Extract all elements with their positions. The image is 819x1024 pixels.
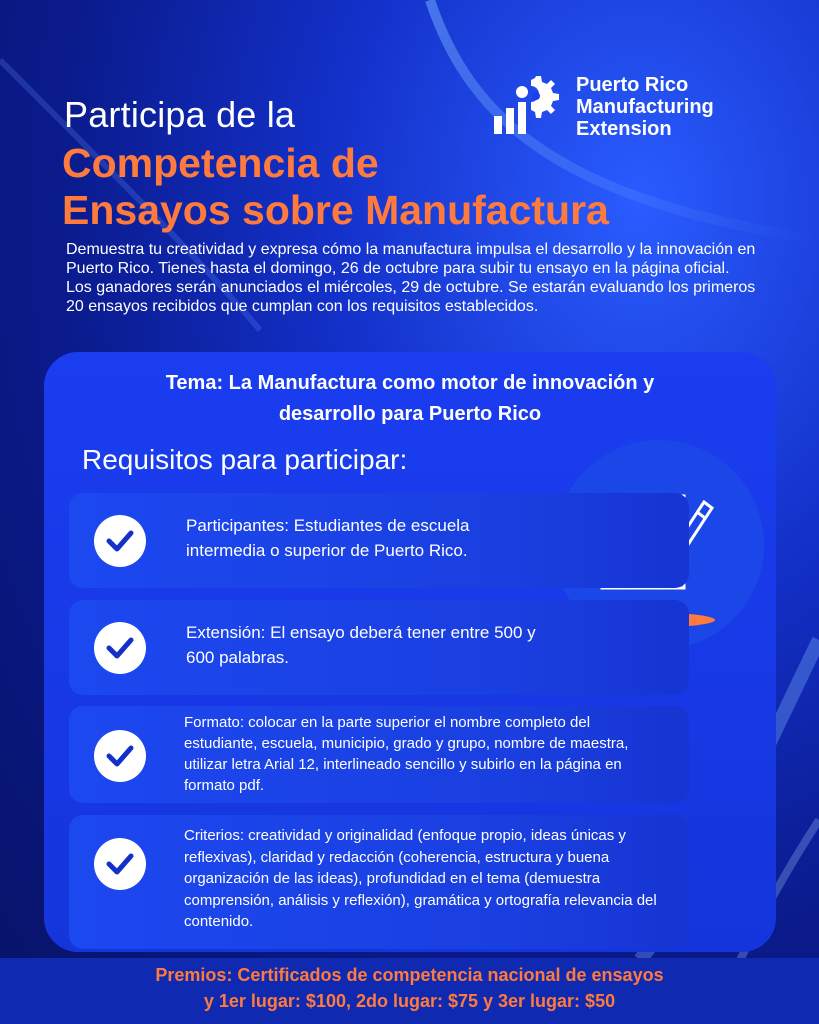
prizes-text [0,962,819,1014]
logo-text [576,74,714,140]
requirement-card [69,706,689,803]
theme-line-1: Tema: La Manufactura como motor de innovación y [165,372,655,394]
prizes-line-2: y 1er lugar: $100, 2do lugar: $75 y 3er lugar: $50 [203,991,616,1011]
requirements-title: Requisitos para participar: [82,444,408,475]
prme-logo [492,72,762,142]
heading-main [62,140,609,234]
requirement-card [69,600,689,695]
requirement-card [69,815,689,949]
requirement-card [69,493,689,588]
heading-line-3: Ensayos sobre Manufactura [62,187,609,233]
requirement-text: Extensión: El ensayo deberá tener entre 500 y 600 palabras. [186,623,536,667]
heading-line-1: Participa de la [64,94,296,135]
requirement-text: Criterios: creatividad y originalidad (enfoque propio, ideas únicas y reflexivas), claridad y redacción (coherencia, estructura y buena organización de las ideas), profundidad en el tema (demuestra comprensión, análisis y reflexión), gramática y ortografía relevancia del contenido. [184,827,657,930]
requirement-text: Formato: colocar en la parte superior el nombre completo del estudiante, escuela, municipio, grado y grupo, nombre de maestra, utilizar letra Arial 12, interlineado sencillo y subirlo en la página en formato pdf. [184,714,629,794]
prizes-line-1: Premios: Certificados de competencia nacional de ensayos [155,965,664,985]
requirement-text: Participantes: Estudiantes de escuela intermedia o superior de Puerto Rico. [186,516,470,560]
theme-line-2: desarrollo para Puerto Rico [278,403,542,425]
check-icon [94,730,146,782]
check-icon [94,838,146,890]
check-icon [94,622,146,674]
intro-paragraph: Demuestra tu creatividad y expresa cómo la manufactura impulsa el desarrollo y la innovación en Puerto Rico. Tienes hasta el domingo, 26 de octubre para subir tu ensayo en la página oficial. Los ganadores serán anunciados el miércoles, 29 de octubre. Se estarán evaluando los primeros 20 ensayos recibidos que cumplan con los requisitos establecidos. [66,241,756,315]
logo-text-line-3: Extension [576,118,672,140]
logo-text-line-1: Puerto Rico [576,74,689,96]
check-icon [94,515,146,567]
heading-line-2: Competencia de [62,140,379,186]
logo-text-line-2: Manufacturing [576,96,714,118]
theme-heading [60,368,760,430]
gear-chart-icon [492,72,562,142]
